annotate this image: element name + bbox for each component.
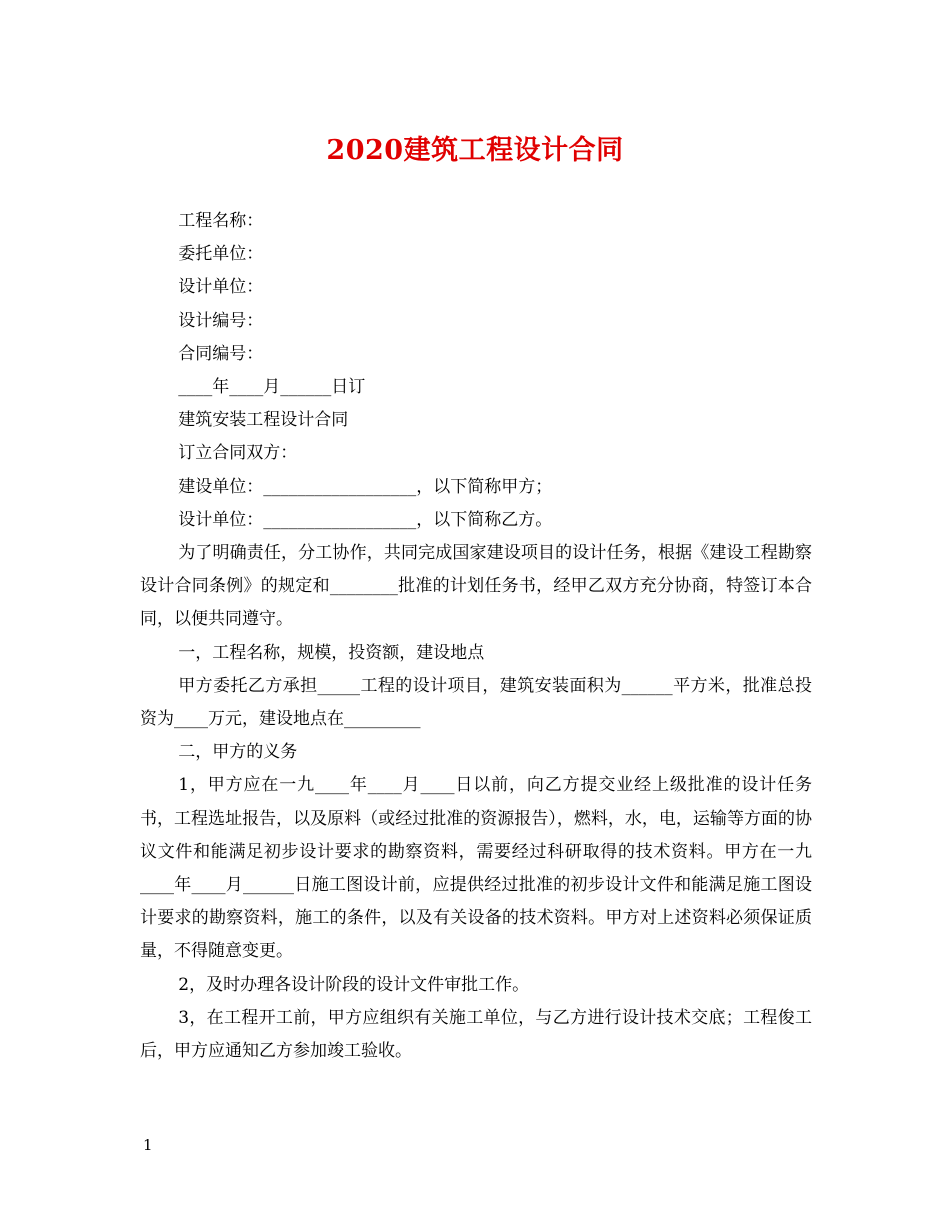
field-design-number: 设计编号： xyxy=(178,310,264,331)
document-body xyxy=(140,205,812,1068)
parties-heading: 订立合同双方： xyxy=(178,443,298,464)
clause-2-3-paragraph: 3，在工程开工前，甲方应组织有关施工单位，与乙方进行设计技术交底；工程俊工后，甲方应通知乙方参加竣工验收。 xyxy=(140,1007,812,1062)
contract-subtitle: 建筑安装工程设计合同 xyxy=(178,410,349,431)
field-contract-number: 合同编号： xyxy=(178,343,264,364)
section-2-heading: 二，甲方的义务 xyxy=(178,742,298,763)
clause-2-1-paragraph: 1，甲方应在一九____年____月____日以前，向乙方提交业经上级批准的设计任务书，工程选址报告，以及原料（或经过批准的资源报告），燃料，水，电，运输等方面的协议文件和能满足初步设计要求的勘察资料，需要经过科研取得的技术资料。甲方在一九____年____月______日施工图设计前，应提供经过批准的初步设计文件和能满足施工图设计要求的勘察资料，施工的条件，以及有关设备的技术资料。甲方对上述资料必须保证质量，不得随意变更。 xyxy=(140,775,812,962)
section-1-heading: 一，工程名称，规模，投资额，建设地点 xyxy=(178,642,485,663)
section-1-paragraph: 甲方委托乙方承担_____工程的设计项目，建筑安装面积为______平方米，批准总投资为____万元，建设地点在_________ xyxy=(140,675,812,730)
field-project-name: 工程名称： xyxy=(178,211,264,231)
field-design-unit: 设计单位： xyxy=(178,277,264,298)
field-client-unit: 委托单位： xyxy=(178,244,264,265)
field-signing-date: ____年____月______日订 xyxy=(178,377,366,398)
document-title: 2020建筑工程设计合同 xyxy=(326,135,624,166)
page-number: 1 xyxy=(143,1136,153,1154)
preamble-paragraph: 为了明确责任，分工协作，共同完成国家建设项目的设计任务，根据《建设工程勘察设计合同条例》的规定和________批准的计划任务书，经甲乙双方充分协商，特签订本合同，以便共同遵守。 xyxy=(140,543,812,630)
party-b-line: 设计单位：__________________，以下简称乙方。 xyxy=(178,509,553,530)
party-a-line: 建设单位：__________________，以下简称甲方； xyxy=(178,476,553,497)
clause-2-2-paragraph: 2，及时办理各设计阶段的设计文件审批工作。 xyxy=(178,974,530,995)
